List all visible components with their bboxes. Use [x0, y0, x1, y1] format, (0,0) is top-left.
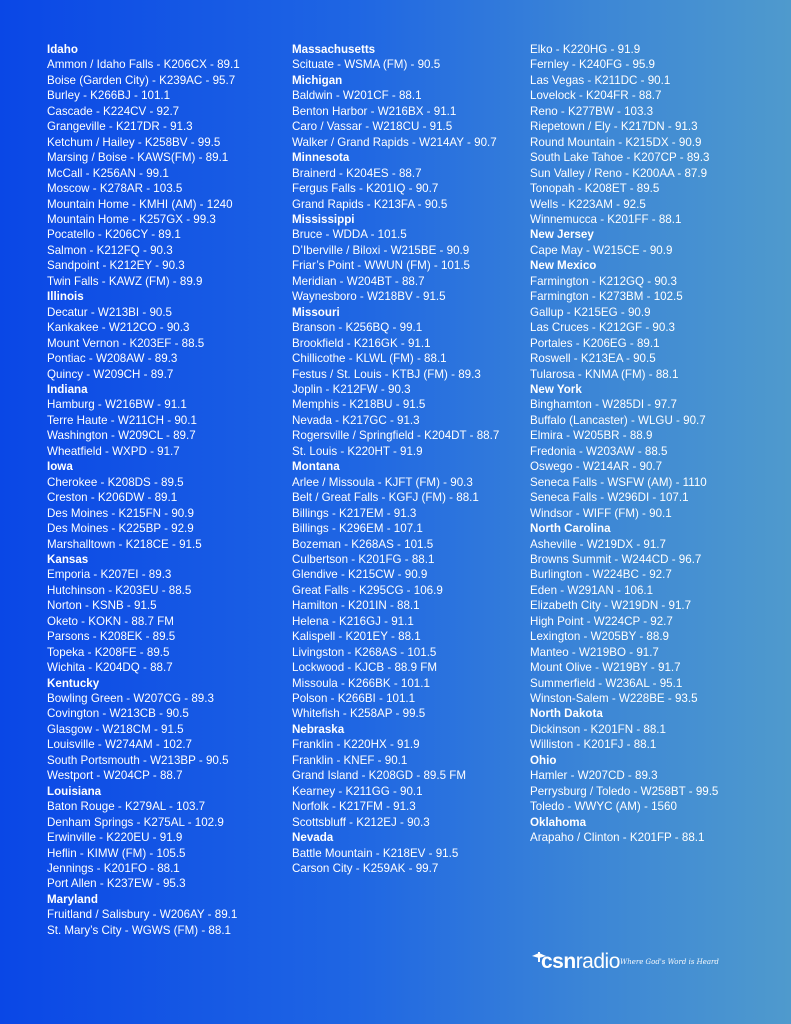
station-entry: Mount Olive - W219BY - 91.7 — [530, 661, 681, 675]
station-entry: Salmon - K212FQ - 90.3 — [47, 243, 173, 257]
station-entry: Seneca Falls - W296DI - 107.1 — [530, 491, 689, 505]
station-entry: Boise (Garden City) - K239AC - 95.7 — [47, 73, 236, 87]
station-entry: Rogersville / Springfield - K204DT - 88.7 — [292, 429, 500, 443]
station-entry: Kalispell - K201EY - 88.1 — [292, 630, 421, 644]
station-column-3 — [530, 42, 780, 846]
station-entry: Branson - K256BQ - 99.1 — [292, 321, 423, 335]
station-entry: Washington - W209CL - 89.7 — [47, 429, 196, 443]
station-entry: Burlington - W224BC - 92.7 — [530, 568, 672, 582]
station-entry: Scottsbluff - K212EJ - 90.3 — [292, 815, 430, 829]
station-entry: Winston-Salem - W228BE - 93.5 — [530, 692, 698, 706]
station-entry: Kankakee - W212CO - 90.3 — [47, 321, 190, 335]
station-entry: Mount Vernon - K203EF - 88.5 — [47, 336, 205, 350]
station-entry: Dickinson - K201FN - 88.1 — [530, 722, 666, 736]
state-heading: North Dakota — [530, 707, 603, 721]
station-entry: Sandpoint - K212EY - 90.3 — [47, 259, 185, 273]
station-entry: Reno - K277BW - 103.3 — [530, 104, 654, 118]
station-entry: Nevada - K217GC - 91.3 — [292, 413, 420, 427]
state-heading: North Carolina — [530, 522, 611, 536]
station-entry: Arapaho / Clinton - K201FP - 88.1 — [530, 831, 705, 845]
station-entry: Riepetown / Ely - K217DN - 91.3 — [530, 120, 698, 134]
station-entry: Winnemucca - K201FF - 88.1 — [530, 212, 682, 226]
state-heading: Idaho — [47, 43, 78, 56]
station-entry: Moscow - K278AR - 103.5 — [47, 182, 183, 196]
station-entry: Glendive - K215CW - 90.9 — [292, 568, 428, 582]
station-entry: Ketchum / Hailey - K258BV - 99.5 — [47, 135, 221, 149]
station-entry: Billings - K217EM - 91.3 — [292, 506, 417, 520]
station-entry: Chillicothe - KLWL (FM) - 88.1 — [292, 352, 447, 366]
state-heading: Iowa — [47, 460, 73, 474]
station-entry: Whitefish - K258AP - 99.5 — [292, 707, 426, 721]
station-entry: Mountain Home - K257GX - 99.3 — [47, 212, 216, 226]
station-entry: South Lake Tahoe - K207CP - 89.3 — [530, 151, 710, 165]
station-entry: Tonopah - K208ET - 89.5 — [530, 182, 660, 196]
station-entry: Cascade - K224CV - 92.7 — [47, 104, 180, 118]
station-entry: Grand Island - K208GD - 89.5 FM — [292, 769, 466, 783]
station-entry: Lockwood - KJCB - 88.9 FM — [292, 661, 437, 675]
station-entry: Glasgow - W218CM - 91.5 — [47, 722, 184, 736]
station-column-1 — [47, 42, 277, 938]
station-entry: Ammon / Idaho Falls - K206CX - 89.1 — [47, 58, 240, 72]
station-entry: Fredonia - W203AW - 88.5 — [530, 444, 668, 458]
station-entry: Jennings - K201FO - 88.1 — [47, 862, 180, 876]
logo-tagline: Where God's Word is Heard — [620, 958, 719, 966]
station-entry: Farmington - K273BM - 102.5 — [530, 290, 683, 304]
station-entry: Battle Mountain - K218EV - 91.5 — [292, 846, 459, 860]
station-entry: Burley - K266BJ - 101.1 — [47, 89, 171, 103]
station-entry: Erwinville - K220EU - 91.9 — [47, 831, 183, 845]
station-entry: Mountain Home - KMHI (AM) - 1240 — [47, 197, 233, 211]
station-entry: Friar’s Point - WWUN (FM) - 101.5 — [292, 259, 470, 273]
state-heading: Indiana — [47, 382, 88, 396]
station-entry: Binghamton - W285DI - 97.7 — [530, 398, 677, 412]
station-entry: Manteo - W219BO - 91.7 — [530, 645, 659, 659]
station-column-2 — [292, 42, 522, 876]
station-entry: Grand Rapids - K213FA - 90.5 — [292, 197, 448, 211]
logo-wordmark: csnradio — [541, 950, 620, 973]
csnradio-logo — [528, 948, 719, 980]
station-entry: Oswego - W214AR - 90.7 — [530, 460, 663, 474]
station-entry: Hamler - W207CD - 89.3 — [530, 769, 658, 783]
state-heading: Montana — [292, 460, 340, 474]
station-entry: South Portsmouth - W213BP - 90.5 — [47, 753, 229, 767]
station-entry: Franklin - K220HX - 91.9 — [292, 738, 420, 752]
station-entry: Pocatello - K206CY - 89.1 — [47, 228, 181, 242]
station-entry: Emporia - K207EI - 89.3 — [47, 568, 172, 582]
station-entry: Elmira - W205BR - 88.9 — [530, 429, 653, 443]
station-entry: Helena - K216GJ - 91.1 — [292, 614, 414, 628]
station-entry: Sun Valley / Reno - K200AA - 87.9 — [530, 166, 708, 180]
station-entry: Creston - K206DW - 89.1 — [47, 491, 178, 505]
station-entry: Heflin - KIMW (FM) - 105.5 — [47, 846, 186, 860]
station-entry: Festus / St. Louis - KTBJ (FM) - 89.3 — [292, 367, 481, 381]
station-entry: Bozeman - K268AS - 101.5 — [292, 537, 434, 551]
station-entry: Williston - K201FJ - 88.1 — [530, 738, 657, 752]
station-entry: Marsing / Boise - KAWS(FM) - 89.1 — [47, 151, 229, 165]
station-entry: Roswell - K213EA - 90.5 — [530, 352, 656, 366]
station-entry: Scituate - WSMA (FM) - 90.5 — [292, 58, 441, 72]
station-entry: Summerfield - W236AL - 95.1 — [530, 676, 683, 690]
station-entry: Grangeville - K217DR - 91.3 — [47, 120, 193, 134]
station-entry: Kearney - K211GG - 90.1 — [292, 784, 423, 798]
station-entry: Westport - W204CP - 88.7 — [47, 769, 183, 783]
station-entry: Elizabeth City - W219DN - 91.7 — [530, 599, 692, 613]
station-entry: Terre Haute - W211CH - 90.1 — [47, 413, 197, 427]
state-heading: Illinois — [47, 290, 84, 304]
station-entry: Pontiac - W208AW - 89.3 — [47, 352, 178, 366]
station-entry: Waynesboro - W218BV - 91.5 — [292, 290, 446, 304]
station-entry: Asheville - W219DX - 91.7 — [530, 537, 666, 551]
station-entry: Arlee / Missoula - KJFT (FM) - 90.3 — [292, 475, 473, 489]
state-heading: Louisiana — [47, 784, 102, 798]
station-entry: Perrysburg / Toledo - W258BT - 99.5 — [530, 784, 719, 798]
station-entry: Las Cruces - K212GF - 90.3 — [530, 321, 675, 335]
state-heading: Minnesota — [292, 151, 350, 165]
station-entry: Meridian - W204BT - 88.7 — [292, 274, 425, 288]
station-entry: St. Louis - K220HT - 91.9 — [292, 444, 423, 458]
station-entry: D’Iberville / Biloxi - W215BE - 90.9 — [292, 243, 470, 257]
station-entry: Toledo - WWYC (AM) - 1560 — [530, 800, 677, 814]
station-entry: Carson City - K259AK - 99.7 — [292, 862, 439, 876]
station-entry: Livingston - K268AS - 101.5 — [292, 645, 437, 659]
station-entry: High Point - W224CP - 92.7 — [530, 614, 673, 628]
station-entry: Franklin - KNEF - 90.1 — [292, 753, 408, 767]
state-heading: Nevada — [292, 831, 334, 845]
state-heading: Ohio — [530, 753, 557, 767]
station-entry: Hutchinson - K203EU - 88.5 — [47, 583, 192, 597]
station-entry: Lexington - W205BY - 88.9 — [530, 630, 669, 644]
station-entry: Hamilton - K201IN - 88.1 — [292, 599, 420, 613]
station-entry: Tularosa - KNMA (FM) - 88.1 — [530, 367, 679, 381]
station-entry: Belt / Great Falls - KGFJ (FM) - 88.1 — [292, 491, 479, 505]
station-entry: Hamburg - W216BW - 91.1 — [47, 398, 187, 412]
station-entry: Norfolk - K217FM - 91.3 — [292, 800, 416, 814]
station-entry: McCall - K256AN - 99.1 — [47, 166, 169, 180]
station-entry: Farmington - K212GQ - 90.3 — [530, 274, 677, 288]
station-entry: Wichita - K204DQ - 88.7 — [47, 661, 173, 675]
state-heading: New Mexico — [530, 259, 597, 273]
station-entry: Round Mountain - K215DX - 90.9 — [530, 135, 702, 149]
station-entry: Bruce - WDDA - 101.5 — [292, 228, 407, 242]
station-entry: Benton Harbor - W216BX - 91.1 — [292, 104, 457, 118]
state-heading: Mississippi — [292, 212, 355, 226]
station-entry: Lovelock - K204FR - 88.7 — [530, 89, 662, 103]
station-entry: Norton - KSNB - 91.5 — [47, 599, 157, 613]
station-entry: Baton Rouge - K279AL - 103.7 — [47, 800, 206, 814]
station-entry: Parsons - K208EK - 89.5 — [47, 630, 176, 644]
station-entry: Polson - K266BI - 101.1 — [292, 692, 416, 706]
station-entry: Des Moines - K225BP - 92.9 — [47, 522, 194, 536]
station-entry: Fernley - K240FG - 95.9 — [530, 58, 656, 72]
station-entry: Des Moines - K215FN - 90.9 — [47, 506, 194, 520]
station-entry: Cape May - W215CE - 90.9 — [530, 243, 673, 257]
station-entry: Twin Falls - KAWZ (FM) - 89.9 — [47, 274, 203, 288]
station-entry: Windsor - WIFF (FM) - 90.1 — [530, 506, 672, 520]
state-heading: New York — [530, 382, 582, 396]
station-entry: Gallup - K215EG - 90.9 — [530, 305, 651, 319]
station-entry: Fergus Falls - K201IQ - 90.7 — [292, 182, 439, 196]
station-entry: Bowling Green - W207CG - 89.3 — [47, 692, 214, 706]
state-heading: Nebraska — [292, 722, 345, 736]
station-entry: Caro / Vassar - W218CU - 91.5 — [292, 120, 453, 134]
state-heading: Oklahoma — [530, 815, 587, 829]
state-heading: Maryland — [47, 892, 98, 906]
station-entry: Denham Springs - K275AL - 102.9 — [47, 815, 224, 829]
state-heading: Missouri — [292, 305, 340, 319]
station-entry: Buffalo (Lancaster) - WLGU - 90.7 — [530, 413, 706, 427]
station-entry: Culbertson - K201FG - 88.1 — [292, 552, 435, 566]
station-entry: Joplin - K212FW - 90.3 — [292, 382, 411, 396]
station-entry: Marshalltown - K218CE - 91.5 — [47, 537, 202, 551]
station-entry: Eden - W291AN - 106.1 — [530, 583, 654, 597]
station-entry: Covington - W213CB - 90.5 — [47, 707, 189, 721]
state-heading: Kansas — [47, 552, 89, 566]
station-entry: Walker / Grand Rapids - W214AY - 90.7 — [292, 135, 497, 149]
station-entry: Topeka - K208FE - 89.5 — [47, 645, 170, 659]
station-entry: Brainerd - K204ES - 88.7 — [292, 166, 422, 180]
station-entry: Elko - K220HG - 91.9 — [530, 43, 641, 56]
station-entry: Quincy - W209CH - 89.7 — [47, 367, 174, 381]
station-entry: Baldwin - W201CF - 88.1 — [292, 89, 422, 103]
station-entry: Portales - K206EG - 89.1 — [530, 336, 660, 350]
station-entry: Las Vegas - K211DC - 90.1 — [530, 73, 671, 87]
station-entry: Memphis - K218BU - 91.5 — [292, 398, 426, 412]
station-entry: Seneca Falls - WSFW (AM) - 1110 — [530, 475, 707, 489]
station-entry: Brookfield - K216GK - 91.1 — [292, 336, 431, 350]
station-entry: Billings - K296EM - 107.1 — [292, 522, 423, 536]
state-heading: Massachusetts — [292, 43, 376, 56]
station-entry: Wheatfield - WXPD - 91.7 — [47, 444, 180, 458]
station-entry: Great Falls - K295CG - 106.9 — [292, 583, 443, 597]
station-entry: Missoula - K266BK - 101.1 — [292, 676, 430, 690]
station-entry: Oketo - KOKN - 88.7 FM — [47, 614, 174, 628]
station-entry: Wells - K223AM - 92.5 — [530, 197, 646, 211]
station-entry: Decatur - W213BI - 90.5 — [47, 305, 173, 319]
state-heading: Kentucky — [47, 676, 100, 690]
station-entry: Port Allen - K237EW - 95.3 — [47, 877, 186, 891]
state-heading: Michigan — [292, 73, 343, 87]
station-entry: St. Mary’s City - WGWS (FM) - 88.1 — [47, 923, 231, 937]
state-heading: New Jersey — [530, 228, 594, 242]
station-entry: Fruitland / Salisbury - W206AY - 89.1 — [47, 908, 238, 922]
station-entry: Browns Summit - W244CD - 96.7 — [530, 552, 702, 566]
station-entry: Cherokee - K208DS - 89.5 — [47, 475, 184, 489]
station-entry: Louisville - W274AM - 102.7 — [47, 738, 192, 752]
